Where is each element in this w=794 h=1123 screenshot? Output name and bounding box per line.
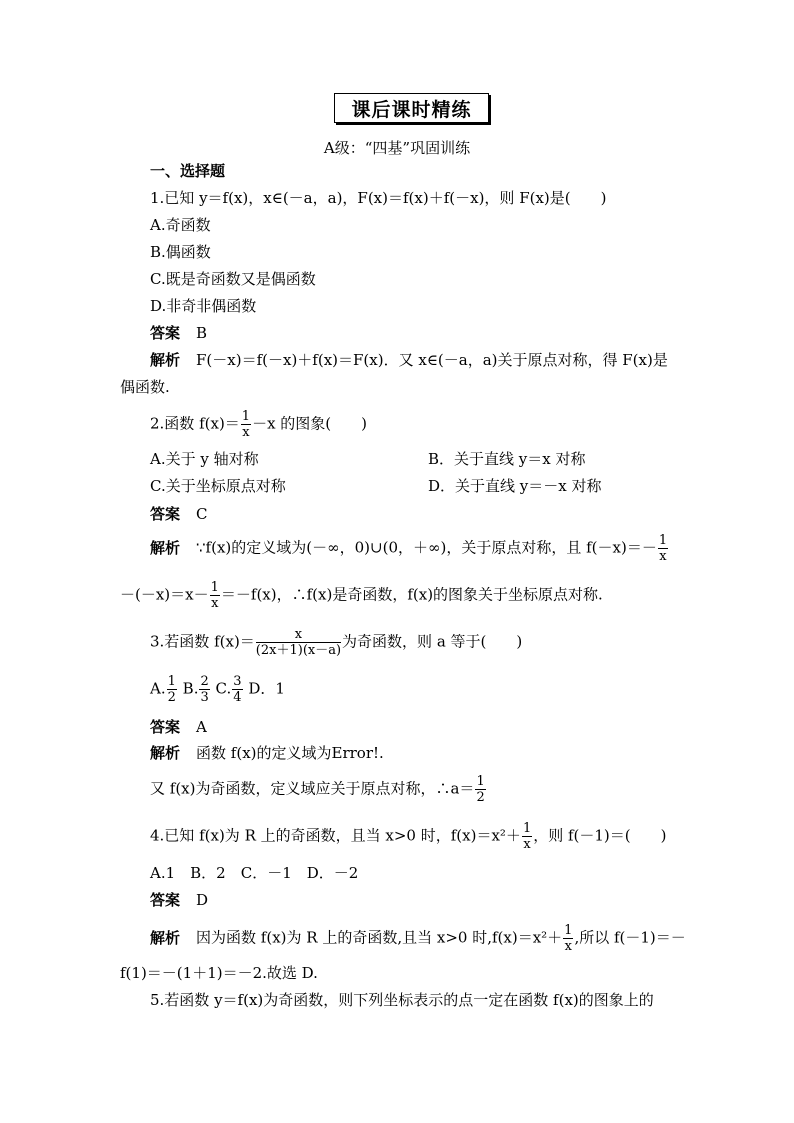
q1-option-c: C.既是奇函数又是偶函数 (150, 270, 316, 288)
q2-analysis: 解析 ∵f(x)的定义域为(－∞，0)∪(0，＋∞)，关于原点对称，且 f(－x)＝－ $\frac{1}{x}$ (150, 533, 668, 564)
q2-option-d: D．关于直线 y＝－x 对称 (428, 477, 602, 495)
q5-stem: 5.若函数 y＝f(x)为奇函数，则下列坐标表示的点一定在函数 f(x)的图象上的 (150, 991, 654, 1009)
q2-analysis-cont: －(－x)＝x－ $\frac{1}{x}$ ＝－f(x)，∴f(x)是奇函数，f(x)的图象关于坐标原点对称. (120, 580, 603, 611)
q3-options: A. $\frac{1}{2}$ B. $\frac{2}{3}$ C. $\frac{3}{4}$ D．1 (150, 674, 285, 705)
q1-stem: 1.已知 y＝f(x)，x∈(－a，a)，F(x)＝f(x)＋f(－x)，则 F(x)是( ) (150, 189, 607, 207)
q3-analysis: 解析 函数 f(x)的定义域为Error!. (150, 744, 384, 762)
page-subtitle: A级：“四基”巩固训练 (323, 139, 471, 157)
q3-answer: 答案 A (150, 718, 207, 736)
q2-stem: 2.函数 f(x)＝ $\frac{1}{x}$ －x 的图象( ) (150, 409, 368, 440)
q4-analysis: 解析 因为函数 f(x)为 R 上的奇函数,且当 x>0 时,f(x)＝x²＋ $\frac{1}{x}$ ,所以 f(－1)＝－ (150, 923, 686, 954)
q1-option-b: B.偶函数 (150, 243, 211, 261)
q2-option-a: A.关于 y 轴对称 (150, 450, 259, 468)
q4-answer: 答案 D (150, 891, 209, 909)
q3-analysis-cont: 又 f(x)为奇函数，定义域应关于原点对称，∴a＝ $\frac{1}{2}$ (150, 774, 485, 805)
q4-options: A.1 B．2 C．－1 D．－2 (150, 864, 359, 882)
section-heading: 一、选择题 (150, 162, 226, 180)
q2-option-b: B．关于直线 y＝x 对称 (428, 450, 586, 468)
q1-analysis-cont: 偶函数. (120, 378, 170, 396)
page-title: 课后课时精练 (334, 93, 489, 123)
q3-stem: 3.若函数 f(x)＝ $\frac{x}{(2x+1)(x-a)}$ 为奇函数，则 a 等于( ) (150, 627, 523, 658)
q4-stem: 4.已知 f(x)为 R 上的奇函数，且当 x>0 时，f(x)＝x²＋ $\frac{1}{x}$ ，则 f(－1)＝( ) (150, 821, 667, 852)
q1-option-d: D.非奇非偶函数 (150, 297, 257, 315)
q1-answer: 答案 B (150, 324, 208, 342)
q1-option-a: A.奇函数 (150, 216, 211, 234)
q2-option-c: C.关于坐标原点对称 (150, 477, 286, 495)
q1-analysis: 解析 F(－x)＝f(－x)＋f(x)＝F(x)．又 x∈(－a，a)关于原点对称，得 F(x)是 (150, 351, 668, 369)
q4-analysis-cont: f(1)＝－(1＋1)＝－2.故选 D. (120, 964, 318, 982)
q2-answer: 答案 C (150, 505, 208, 523)
